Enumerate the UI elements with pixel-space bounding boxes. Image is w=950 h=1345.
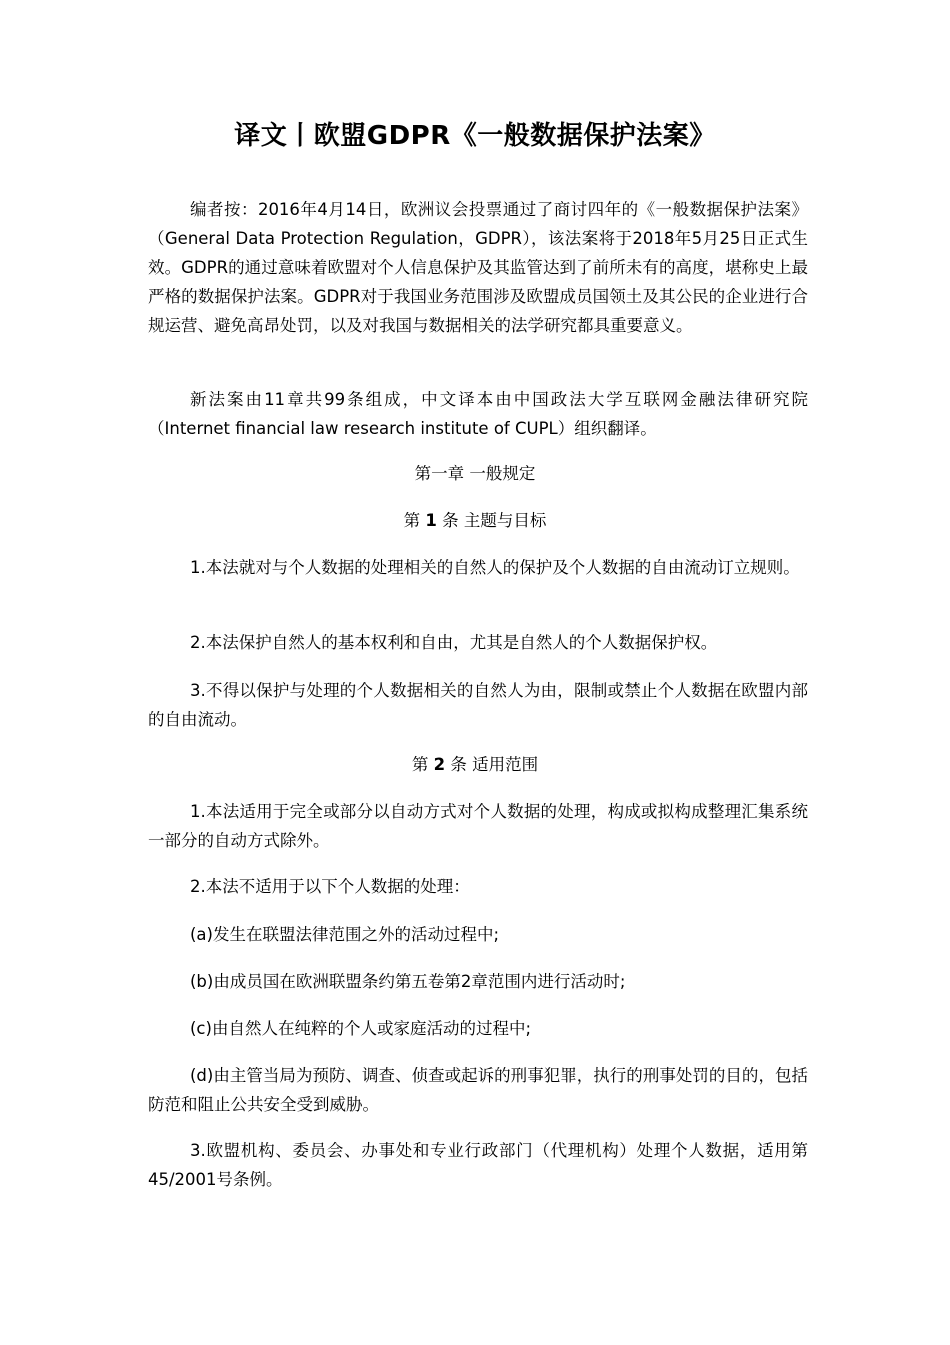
article-2-item-d: (d)由主管当局为预防、调查、侦查或起诉的刑事犯罪，执行的刑事处罚的目的，包括防范和阻止公共安全受到威胁。 (148, 1066, 808, 1114)
article-1-heading-prefix: 第 (403, 511, 421, 530)
editor-note-paragraph: 编者按：2016年4月14日，欧洲议会投票通过了商讨四年的《一般数据保护法案》（General Data Protection Regulation，GDPR），该法案将于2018年5月25日正式生效。GDPR的通过意味着欧盟对个人信息保护及其监管达到了前所未有的高度，堪称史上最严格的数据保护法案。GDPR对于我国业务范围涉及欧盟成员国领土及其公民的企业进行合规运营、避免高昂处罚，以及对我国与数据相关的法学研究都具重要意义。 (148, 200, 808, 335)
article-2-paragraph-2: 2.本法不适用于以下个人数据的处理： (190, 877, 470, 896)
article-2-number: 2 (433, 755, 446, 774)
article-1-heading (0, 507, 950, 535)
article-1-paragraph-1: 1.本法就对与个人数据的处理相关的自然人的保护及个人数据的自由流动订立规则。 (190, 558, 800, 577)
article-2-item-b: (b)由成员国在欧洲联盟条约第五卷第2章范围内进行活动时; (190, 972, 626, 991)
article-1-heading-suffix: 条 主题与目标 (442, 511, 547, 530)
chapter-1-heading: 第一章 一般规定 (414, 464, 536, 483)
article-1-paragraph-2: 2.本法保护自然人的基本权利和自由，尤其是自然人的个人数据保护权。 (190, 633, 718, 652)
article-1-number: 1 (425, 511, 437, 530)
article-2-heading-suffix: 条 适用范围 (450, 755, 539, 774)
article-2-paragraph-1: 1.本法适用于完全或部分以自动方式对个人数据的处理，构成或拟构成整理汇集系统一部分的自动方式除外。 (148, 802, 808, 850)
intro-paragraph: 新法案由11章共99条组成，中文译本由中国政法大学互联网金融法律研究院（Internet financial law research institute of CUPL）组织翻译。 (148, 390, 808, 438)
article-2-item-c: (c)由自然人在纯粹的个人或家庭活动的过程中; (190, 1019, 532, 1038)
document-title: 译文丨欧盟GDPR《一般数据保护法案》 (234, 121, 716, 151)
article-2-heading (0, 751, 950, 779)
article-2-heading-prefix: 第 (411, 755, 429, 774)
article-2-paragraph-3: 3.欧盟机构、委员会、办事处和专业行政部门（代理机构）处理个人数据，适用第45/2001号条例。 (148, 1141, 808, 1189)
article-2-item-a: (a)发生在联盟法律范围之外的活动过程中; (190, 925, 500, 944)
article-1-paragraph-3: 3.不得以保护与处理的个人数据相关的自然人为由，限制或禁止个人数据在欧盟内部的自由流动。 (148, 681, 808, 729)
